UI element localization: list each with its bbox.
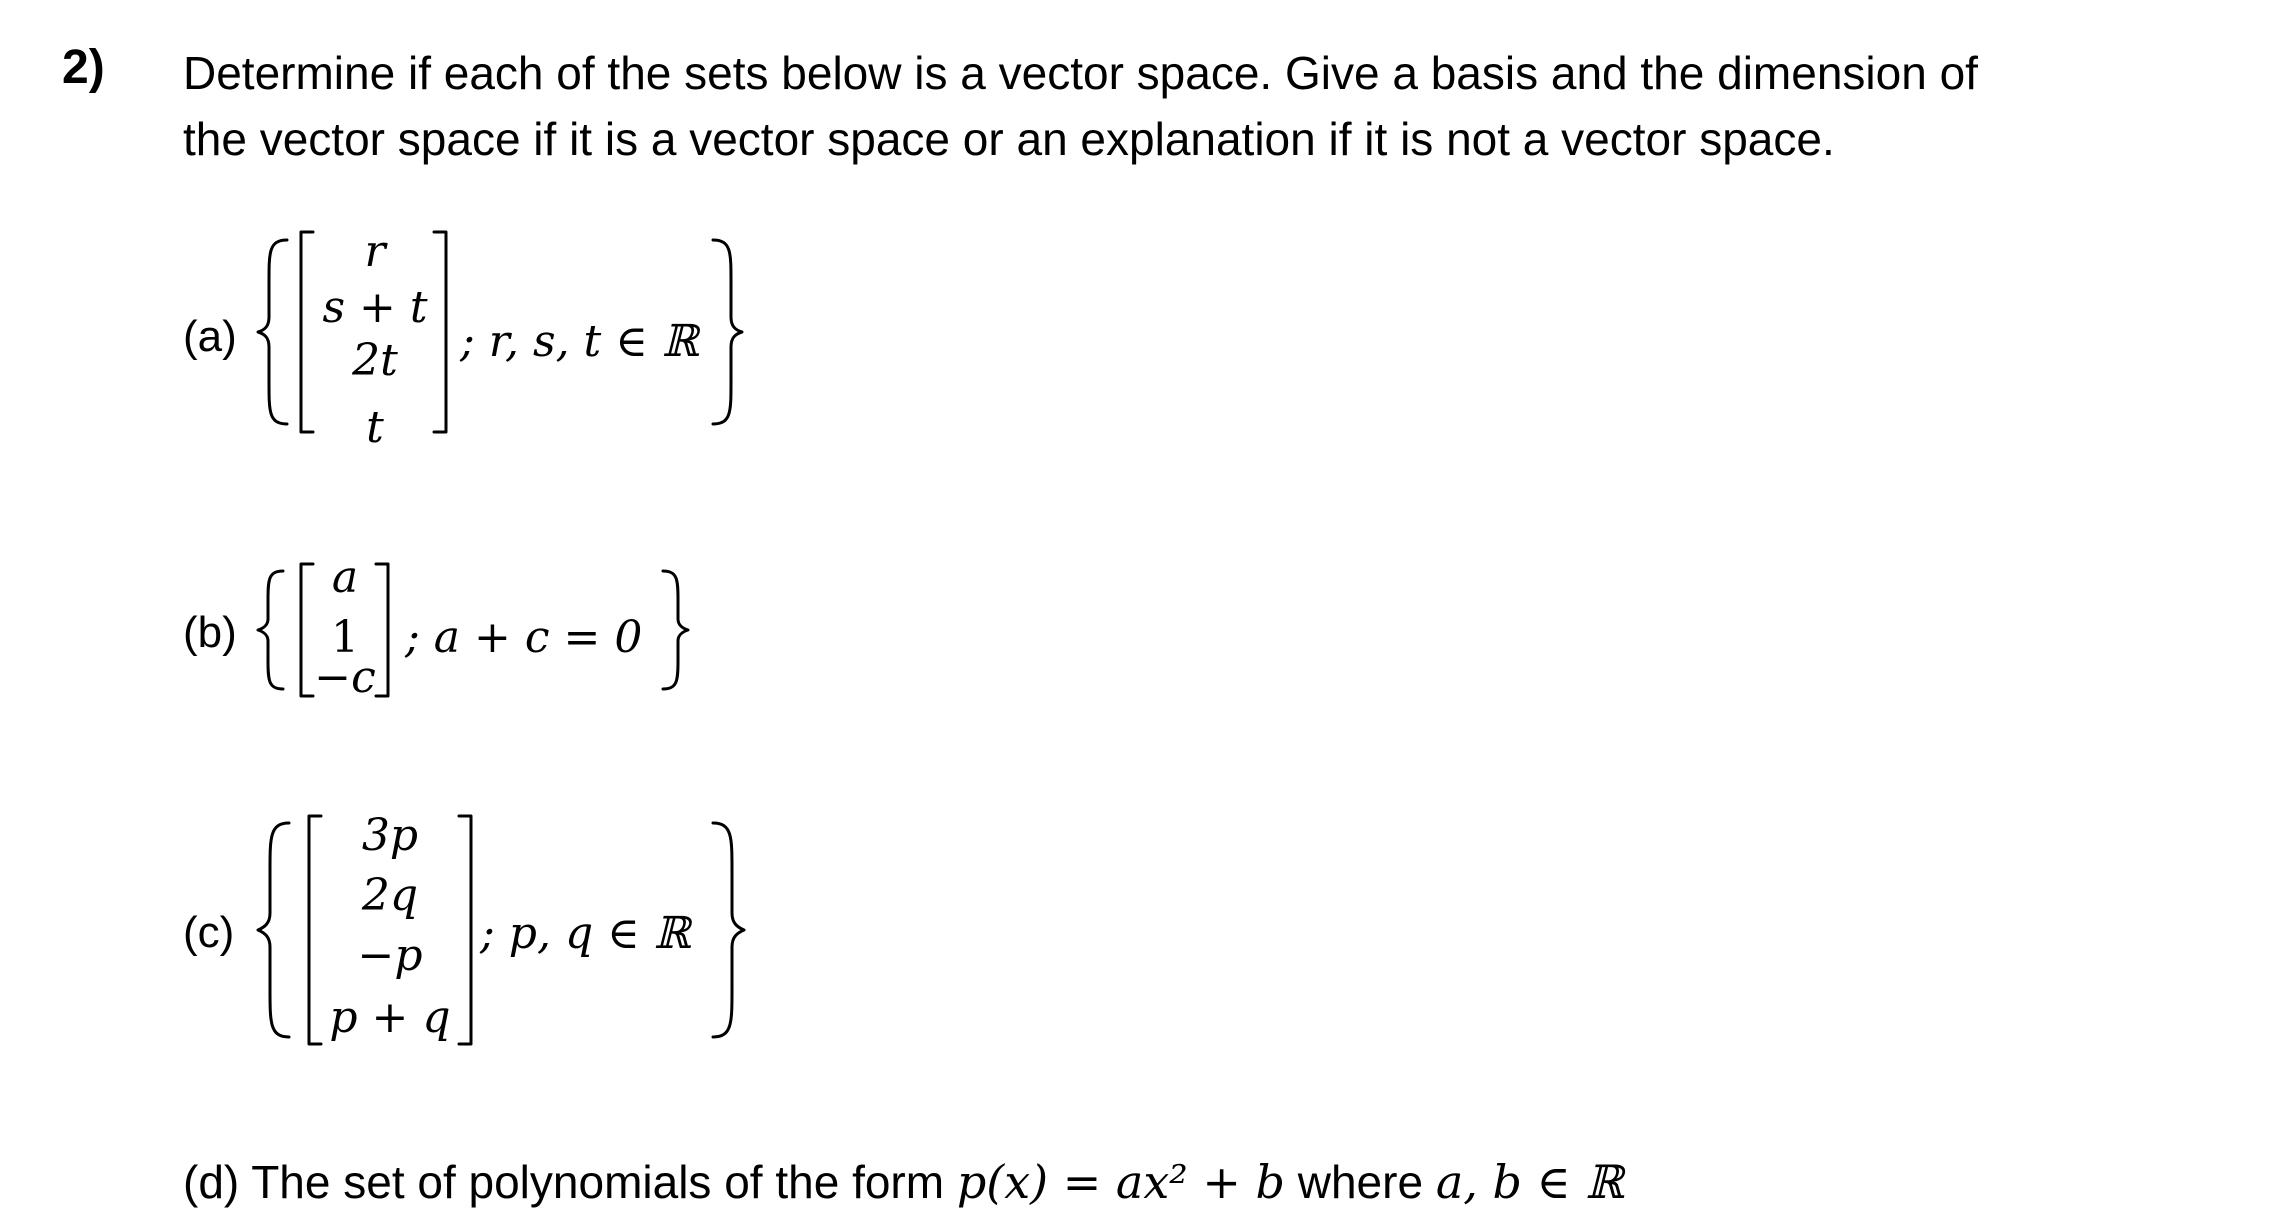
part-b-entry-3: −c bbox=[314, 652, 376, 703]
part-a-entry-2: s + t bbox=[322, 282, 428, 333]
part-a-right-bracket bbox=[430, 228, 450, 438]
part-b-label: (b) bbox=[183, 608, 237, 657]
part-c-label: (c) bbox=[183, 908, 235, 957]
prompt-line-2: the vector space if it is a vector space or an explanation if it is not a vector space. bbox=[183, 113, 1835, 165]
part-a-condition: ; r, s, t ∈ ℝ bbox=[460, 316, 699, 367]
part-a-entry-3: 2t bbox=[352, 335, 398, 386]
part-c-right-brace bbox=[705, 815, 747, 1045]
prompt-line-1: Determine if each of the sets below is a vector space. Give a basis and the dimension of bbox=[183, 47, 1978, 99]
part-c-entry-4: p + q bbox=[329, 992, 451, 1043]
part-d-statement bbox=[183, 1155, 1623, 1209]
part-d-condition: a, b ∈ ℝ bbox=[1435, 1155, 1624, 1209]
part-d-formula: p(x) = ax² + b bbox=[956, 1155, 1285, 1209]
part-a-left-brace bbox=[255, 232, 295, 432]
question-prompt bbox=[183, 40, 2233, 172]
part-b-condition: ; a + c = 0 bbox=[405, 612, 643, 663]
part-b-left-brace bbox=[255, 565, 291, 695]
part-a-entry-4: t bbox=[366, 402, 384, 453]
part-b-entry-2: 1 bbox=[331, 612, 359, 663]
part-d-text: The set of polynomials of the form bbox=[251, 1156, 945, 1208]
part-c-left-brace bbox=[255, 815, 297, 1045]
part-a-entry-1: r bbox=[364, 226, 386, 277]
part-b-entry-1: a bbox=[331, 552, 359, 603]
part-d-where: where bbox=[1297, 1156, 1424, 1208]
question-number: 2) bbox=[62, 41, 105, 94]
part-a-label: (a) bbox=[183, 312, 237, 361]
part-c-entry-3: −p bbox=[357, 930, 423, 981]
part-c-right-bracket bbox=[455, 812, 475, 1048]
part-c-entry-1: 3p bbox=[361, 810, 419, 861]
part-b-right-brace bbox=[657, 565, 693, 695]
part-a-right-brace bbox=[707, 232, 747, 432]
part-c-condition: ; p, q ∈ ℝ bbox=[480, 908, 691, 959]
part-c-entry-2: 2q bbox=[361, 870, 419, 921]
part-b-right-bracket bbox=[372, 560, 392, 700]
part-d-label: (d) bbox=[183, 1156, 240, 1208]
